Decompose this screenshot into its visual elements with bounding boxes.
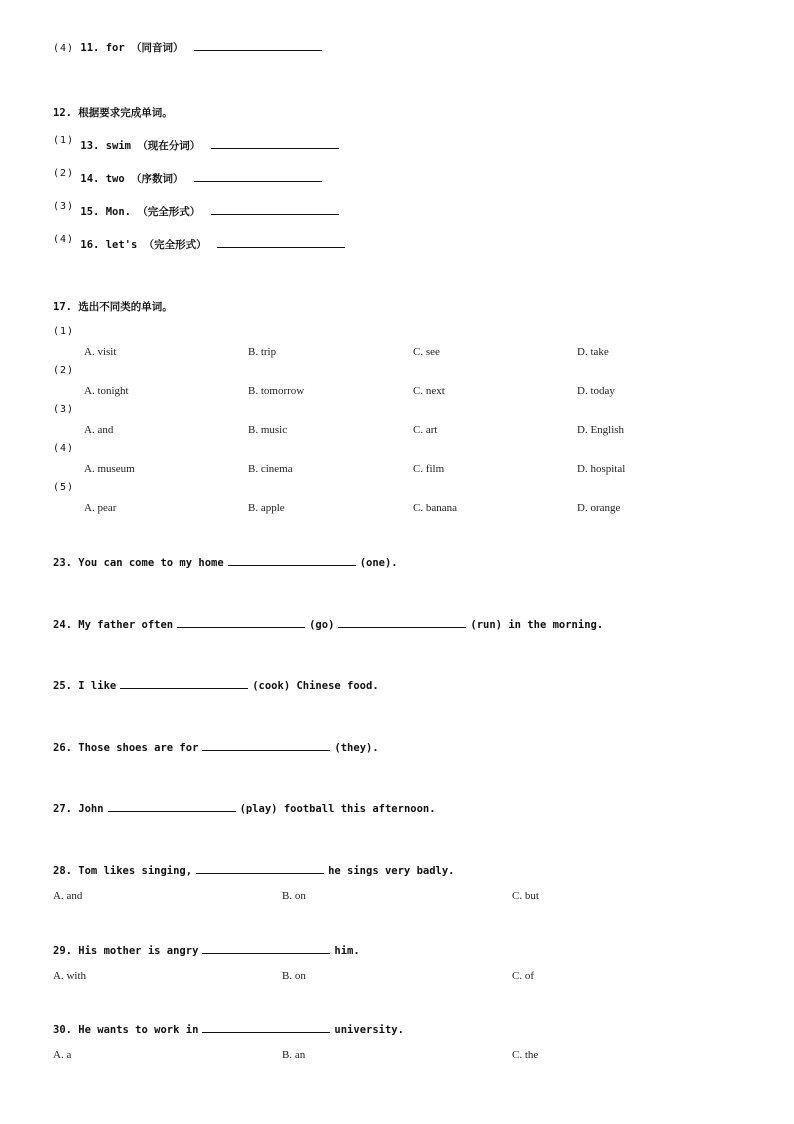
word: Mon.	[105, 206, 131, 218]
option-c[interactable]: C. banana	[413, 502, 457, 514]
option-c[interactable]: C. next	[413, 385, 445, 397]
answer-blank[interactable]	[338, 618, 466, 628]
option-c[interactable]: C. art	[413, 424, 438, 436]
question-number: 13.	[80, 140, 100, 152]
question-text: him.	[334, 945, 360, 957]
answer-blank[interactable]	[108, 802, 236, 812]
answer-blank[interactable]	[202, 741, 330, 751]
option-a[interactable]: A. a	[53, 1049, 72, 1061]
question-hint: (run) in the morning.	[470, 619, 604, 631]
question-text: 30. He wants to work in	[53, 1024, 199, 1036]
answer-blank[interactable]	[217, 238, 345, 248]
option-b[interactable]: B. on	[282, 890, 306, 902]
question-number: 14.	[80, 173, 100, 185]
answer-blank[interactable]	[194, 41, 322, 51]
option-a[interactable]: A. and	[53, 890, 83, 902]
question-text: 24. My father often	[53, 619, 174, 631]
answer-blank[interactable]	[228, 556, 356, 566]
question-hint: (go)	[309, 619, 335, 631]
option-d[interactable]: D. take	[577, 346, 609, 358]
answer-blank[interactable]	[202, 1023, 330, 1033]
item-13	[53, 135, 343, 153]
group-number: (1)	[53, 326, 75, 337]
option-d[interactable]: D. hospital	[577, 463, 626, 475]
question-26	[53, 741, 379, 754]
option-c[interactable]: C. the	[512, 1049, 539, 1061]
option-d[interactable]: D. today	[577, 385, 615, 397]
option-c[interactable]: C. see	[413, 346, 440, 358]
sub-number: (4)	[53, 234, 75, 245]
question-text: 27. John	[53, 803, 104, 815]
question-hint: (one).	[359, 557, 398, 569]
answer-blank[interactable]	[194, 172, 322, 182]
group-number: (3)	[53, 404, 75, 415]
question-text: 26. Those shoes are for	[53, 742, 199, 754]
option-a[interactable]: A. pear	[84, 502, 117, 514]
group-number: (5)	[53, 482, 75, 493]
answer-blank[interactable]	[120, 679, 248, 689]
option-c[interactable]: C. of	[512, 970, 534, 982]
question-number: 16.	[80, 239, 100, 251]
question-hint: (they).	[334, 742, 379, 754]
answer-blank[interactable]	[211, 205, 339, 215]
option-a[interactable]: A. and	[84, 424, 114, 436]
sub-number: (4)	[53, 43, 75, 54]
option-b[interactable]: B. on	[282, 970, 306, 982]
q17-title: 17. 选出不同类的单词。	[53, 301, 173, 313]
sub-number: (2)	[53, 168, 75, 179]
question-text: 25. I like	[53, 680, 117, 692]
question-30	[53, 1023, 404, 1036]
option-b[interactable]: B. an	[282, 1049, 306, 1061]
question-24	[53, 618, 603, 631]
question-text: 28. Tom likes singing,	[53, 865, 193, 877]
requirement: （序数词）	[130, 173, 184, 185]
question-23	[53, 556, 398, 569]
question-25	[53, 679, 379, 692]
question-text: university.	[334, 1024, 404, 1036]
option-b[interactable]: B. cinema	[248, 463, 293, 475]
sub-number: (1)	[53, 135, 75, 146]
option-a[interactable]: A. tonight	[84, 385, 129, 397]
group-number: (2)	[53, 365, 75, 376]
option-b[interactable]: B. trip	[248, 346, 277, 358]
sub-number: (3)	[53, 201, 75, 212]
group-number: (4)	[53, 443, 75, 454]
item-14	[53, 168, 326, 186]
item-15	[53, 201, 343, 219]
question-text: he sings very badly.	[328, 865, 455, 877]
answer-blank[interactable]	[196, 864, 324, 874]
option-a[interactable]: A. museum	[84, 463, 135, 475]
option-a[interactable]: A. with	[53, 970, 86, 982]
answer-blank[interactable]	[177, 618, 305, 628]
requirement: （完全形式）	[143, 239, 207, 251]
answer-blank[interactable]	[211, 139, 339, 149]
q12-title: 12. 根据要求完成单词。	[53, 107, 173, 119]
answer-blank[interactable]	[202, 944, 330, 954]
word: swim	[105, 140, 131, 152]
item-16	[53, 234, 349, 252]
question-28	[53, 864, 455, 877]
option-b[interactable]: B. tomorrow	[248, 385, 305, 397]
requirement: （现在分词）	[137, 140, 201, 152]
question-text: 29. His mother is angry	[53, 945, 199, 957]
question-text: 23. You can come to my home	[53, 557, 224, 569]
option-a[interactable]: A. visit	[84, 346, 117, 358]
word: for	[105, 42, 125, 54]
word: two	[105, 173, 125, 185]
question-hint: (cook) Chinese food.	[252, 680, 379, 692]
option-b[interactable]: B. music	[248, 424, 288, 436]
option-c[interactable]: C. but	[512, 890, 539, 902]
option-b[interactable]: B. apple	[248, 502, 285, 514]
option-c[interactable]: C. film	[413, 463, 445, 475]
question-hint: (play) football this afternoon.	[239, 803, 436, 815]
option-d[interactable]: D. orange	[577, 502, 621, 514]
question-number: 15.	[80, 206, 100, 218]
question-29	[53, 944, 360, 957]
question-number: 11.	[80, 42, 100, 54]
item-11	[53, 40, 326, 55]
requirement: （同音词）	[130, 42, 184, 54]
word: let's	[105, 239, 138, 251]
requirement: （完全形式）	[137, 206, 201, 218]
option-d[interactable]: D. English	[577, 424, 625, 436]
question-27	[53, 802, 436, 815]
